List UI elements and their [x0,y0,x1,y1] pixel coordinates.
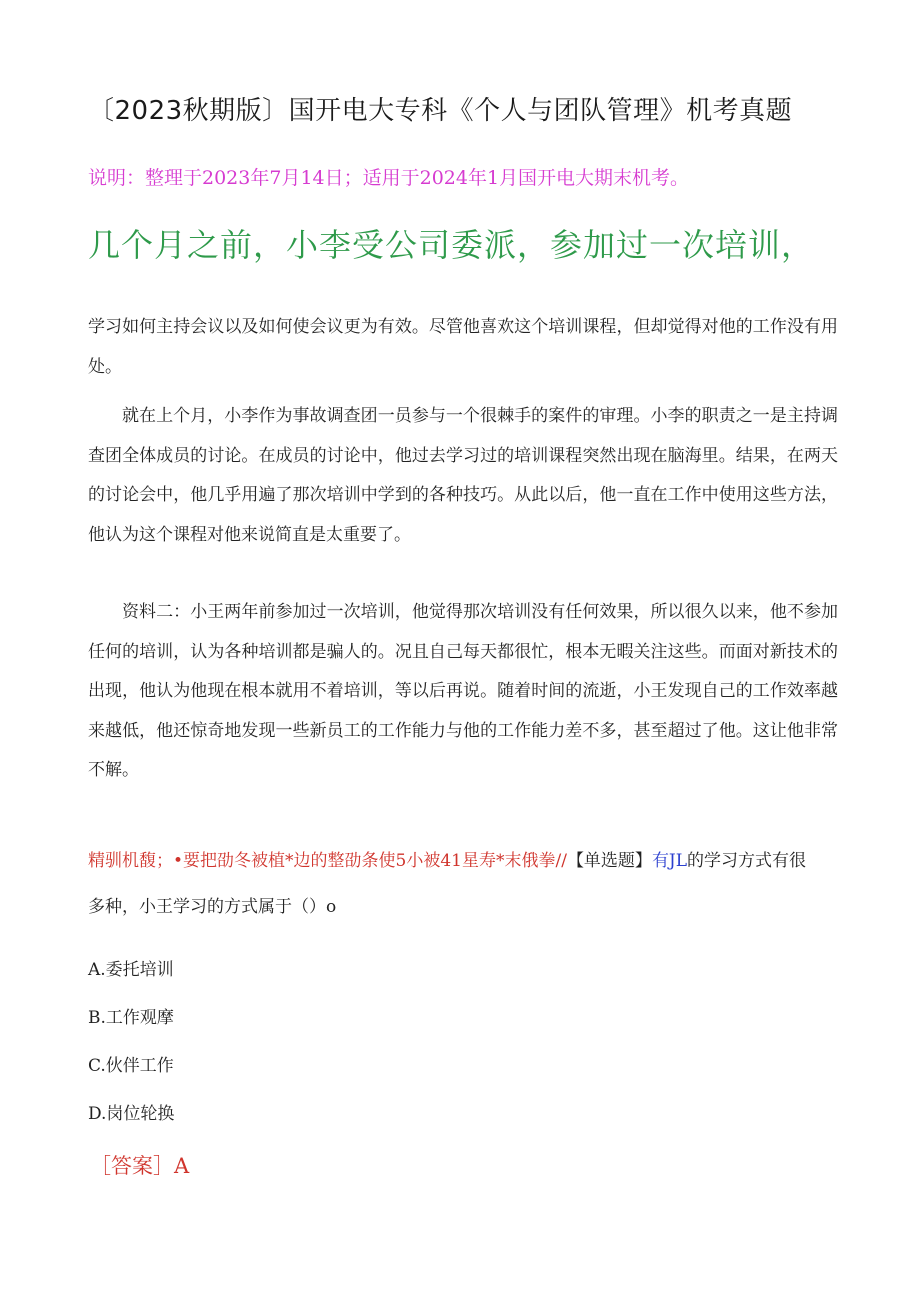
section-headline: 几个月之前，小李受公司委派，参加过一次培训， [88,226,815,264]
question-body-end: 多种，小王学习的方式属于（）o [88,897,337,917]
option-c: C.伙伴工作 [88,1056,174,1076]
document-title: 〔2023秋期版〕国开电大专科《个人与团队管理》机考真题 [88,96,793,126]
option-d: D.岗位轮换 [88,1104,175,1124]
paragraph-3: 资料二：小王两年前参加过一次培训，他觉得那次培训没有任何效果，所以很久以来，他不参加任何的培训，认为各种培训都是骗人的。况且自己每天都很忙，根本无暇关注这些。而面对新技术的出现，他认为他现在根本就用不着培训，等以后再说。随着时间的流逝，小王发现自己的工作效率越来越低，他还惊奇地发现一些新员工的工作能力与他的工作能力差不多，甚至超过了他。这让他非常不解。 [88,602,838,780]
question-body-start: 的学习方式有很 [687,851,807,871]
answer-text: ［答案］A [90,1154,190,1178]
document-note: 说明：整理于2023年7月14日；适用于2024年1月国开电大期末机考。 [88,167,690,189]
question-prefix-red: 精驯机馥；•要把劭冬被植*边的整劭条使5小被41星寿*末俄拳// [88,851,567,871]
option-a: A.委托培训 [88,960,174,980]
question-text [88,838,838,930]
paragraph-1: 学习如何主持会议以及如何使会议更为有效。尽管他喜欢这个培训课程，但却觉得对他的工作没有用处。 [88,317,838,377]
question-prefix-blue: 有JL [651,851,688,871]
option-b: B.工作观摩 [88,1008,174,1028]
paragraph-2: 就在上个月，小李作为事故调查团一员参与一个很棘手的案件的审理。小李的职责之一是主持调查团全体成员的讨论。在成员的讨论中，他过去学习过的培训课程突然出现在脑海里。结果，在两天的讨论会中，他几乎用遍了那次培训中学到的各种技巧。从此以后，他一直在工作中使用这些方法，他认为这个课程对他来说简直是太重要了。 [88,406,838,545]
question-type-label: 【单选题】 [566,851,652,871]
